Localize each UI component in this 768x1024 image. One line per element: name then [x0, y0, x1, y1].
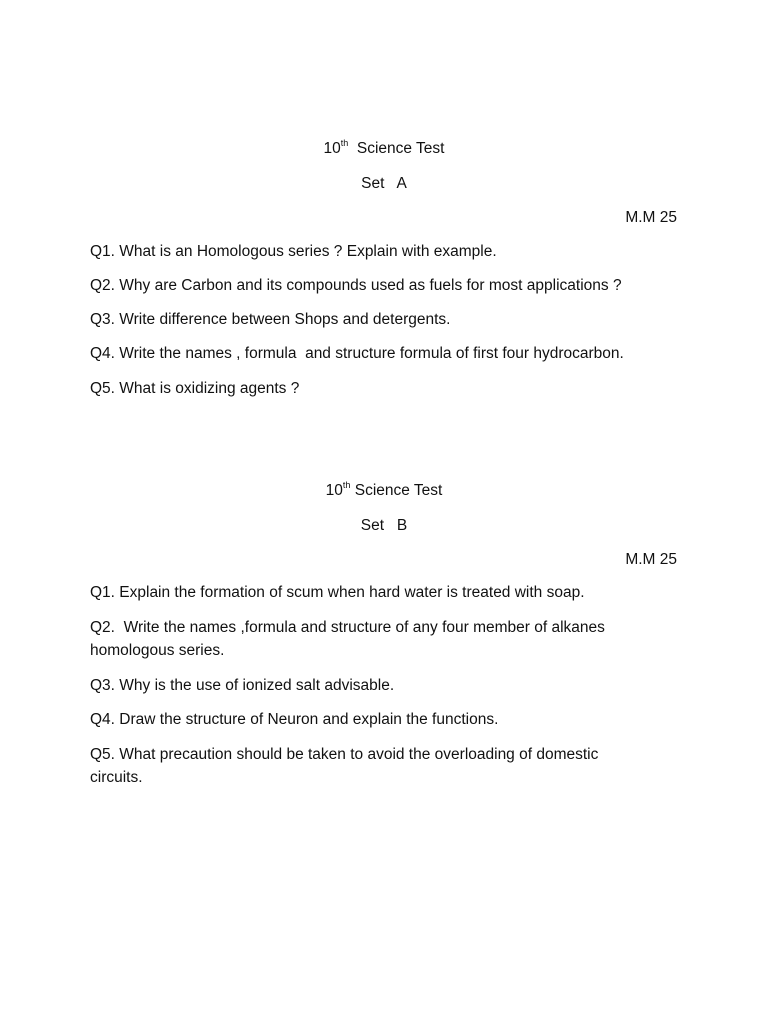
set-a-marks: M.M 25: [625, 209, 677, 226]
set-a-label: Set A: [361, 175, 407, 192]
set-a-title: [0, 137, 768, 160]
set-b-title-text: Science Test: [350, 482, 443, 499]
set-b-question-2: Q2. Write the names ,formula and structure of any four member of alkanes homologous series.: [90, 619, 610, 659]
set-b-title: [0, 479, 768, 502]
set-a-title-number: 10: [323, 140, 341, 157]
set-b-label: Set B: [360, 517, 408, 534]
set-a-title-superscript: th: [340, 138, 349, 148]
set-a-question-1: Q1. What is an Homologous series ? Explain with example.: [90, 243, 497, 260]
set-a-title-text: Science Test: [348, 140, 445, 157]
set-b-question-3: Q3. Why is the use of ionized salt advisable.: [90, 677, 395, 694]
set-b-title-number: 10: [325, 482, 343, 499]
set-a-question-5: Q5. What is oxidizing agents ?: [90, 380, 300, 397]
set-b-question-1: Q1. Explain the formation of scum when hard water is treated with soap.: [90, 584, 585, 601]
set-b-marks: M.M 25: [625, 551, 677, 568]
set-a-question-2: Q2. Why are Carbon and its compounds used as fuels for most applications ?: [90, 277, 622, 294]
set-a-question-4: Q4. Write the names , formula and structure formula of first four hydrocarbon.: [90, 345, 624, 362]
set-a-question-3: Q3. Write difference between Shops and detergents.: [90, 311, 451, 328]
set-b-question-5: Q5. What precaution should be taken to avoid the overloading of domestic circuits.: [90, 746, 599, 786]
set-b-title-superscript: th: [342, 480, 351, 490]
set-b-question-4: Q4. Draw the structure of Neuron and explain the functions.: [90, 711, 499, 728]
